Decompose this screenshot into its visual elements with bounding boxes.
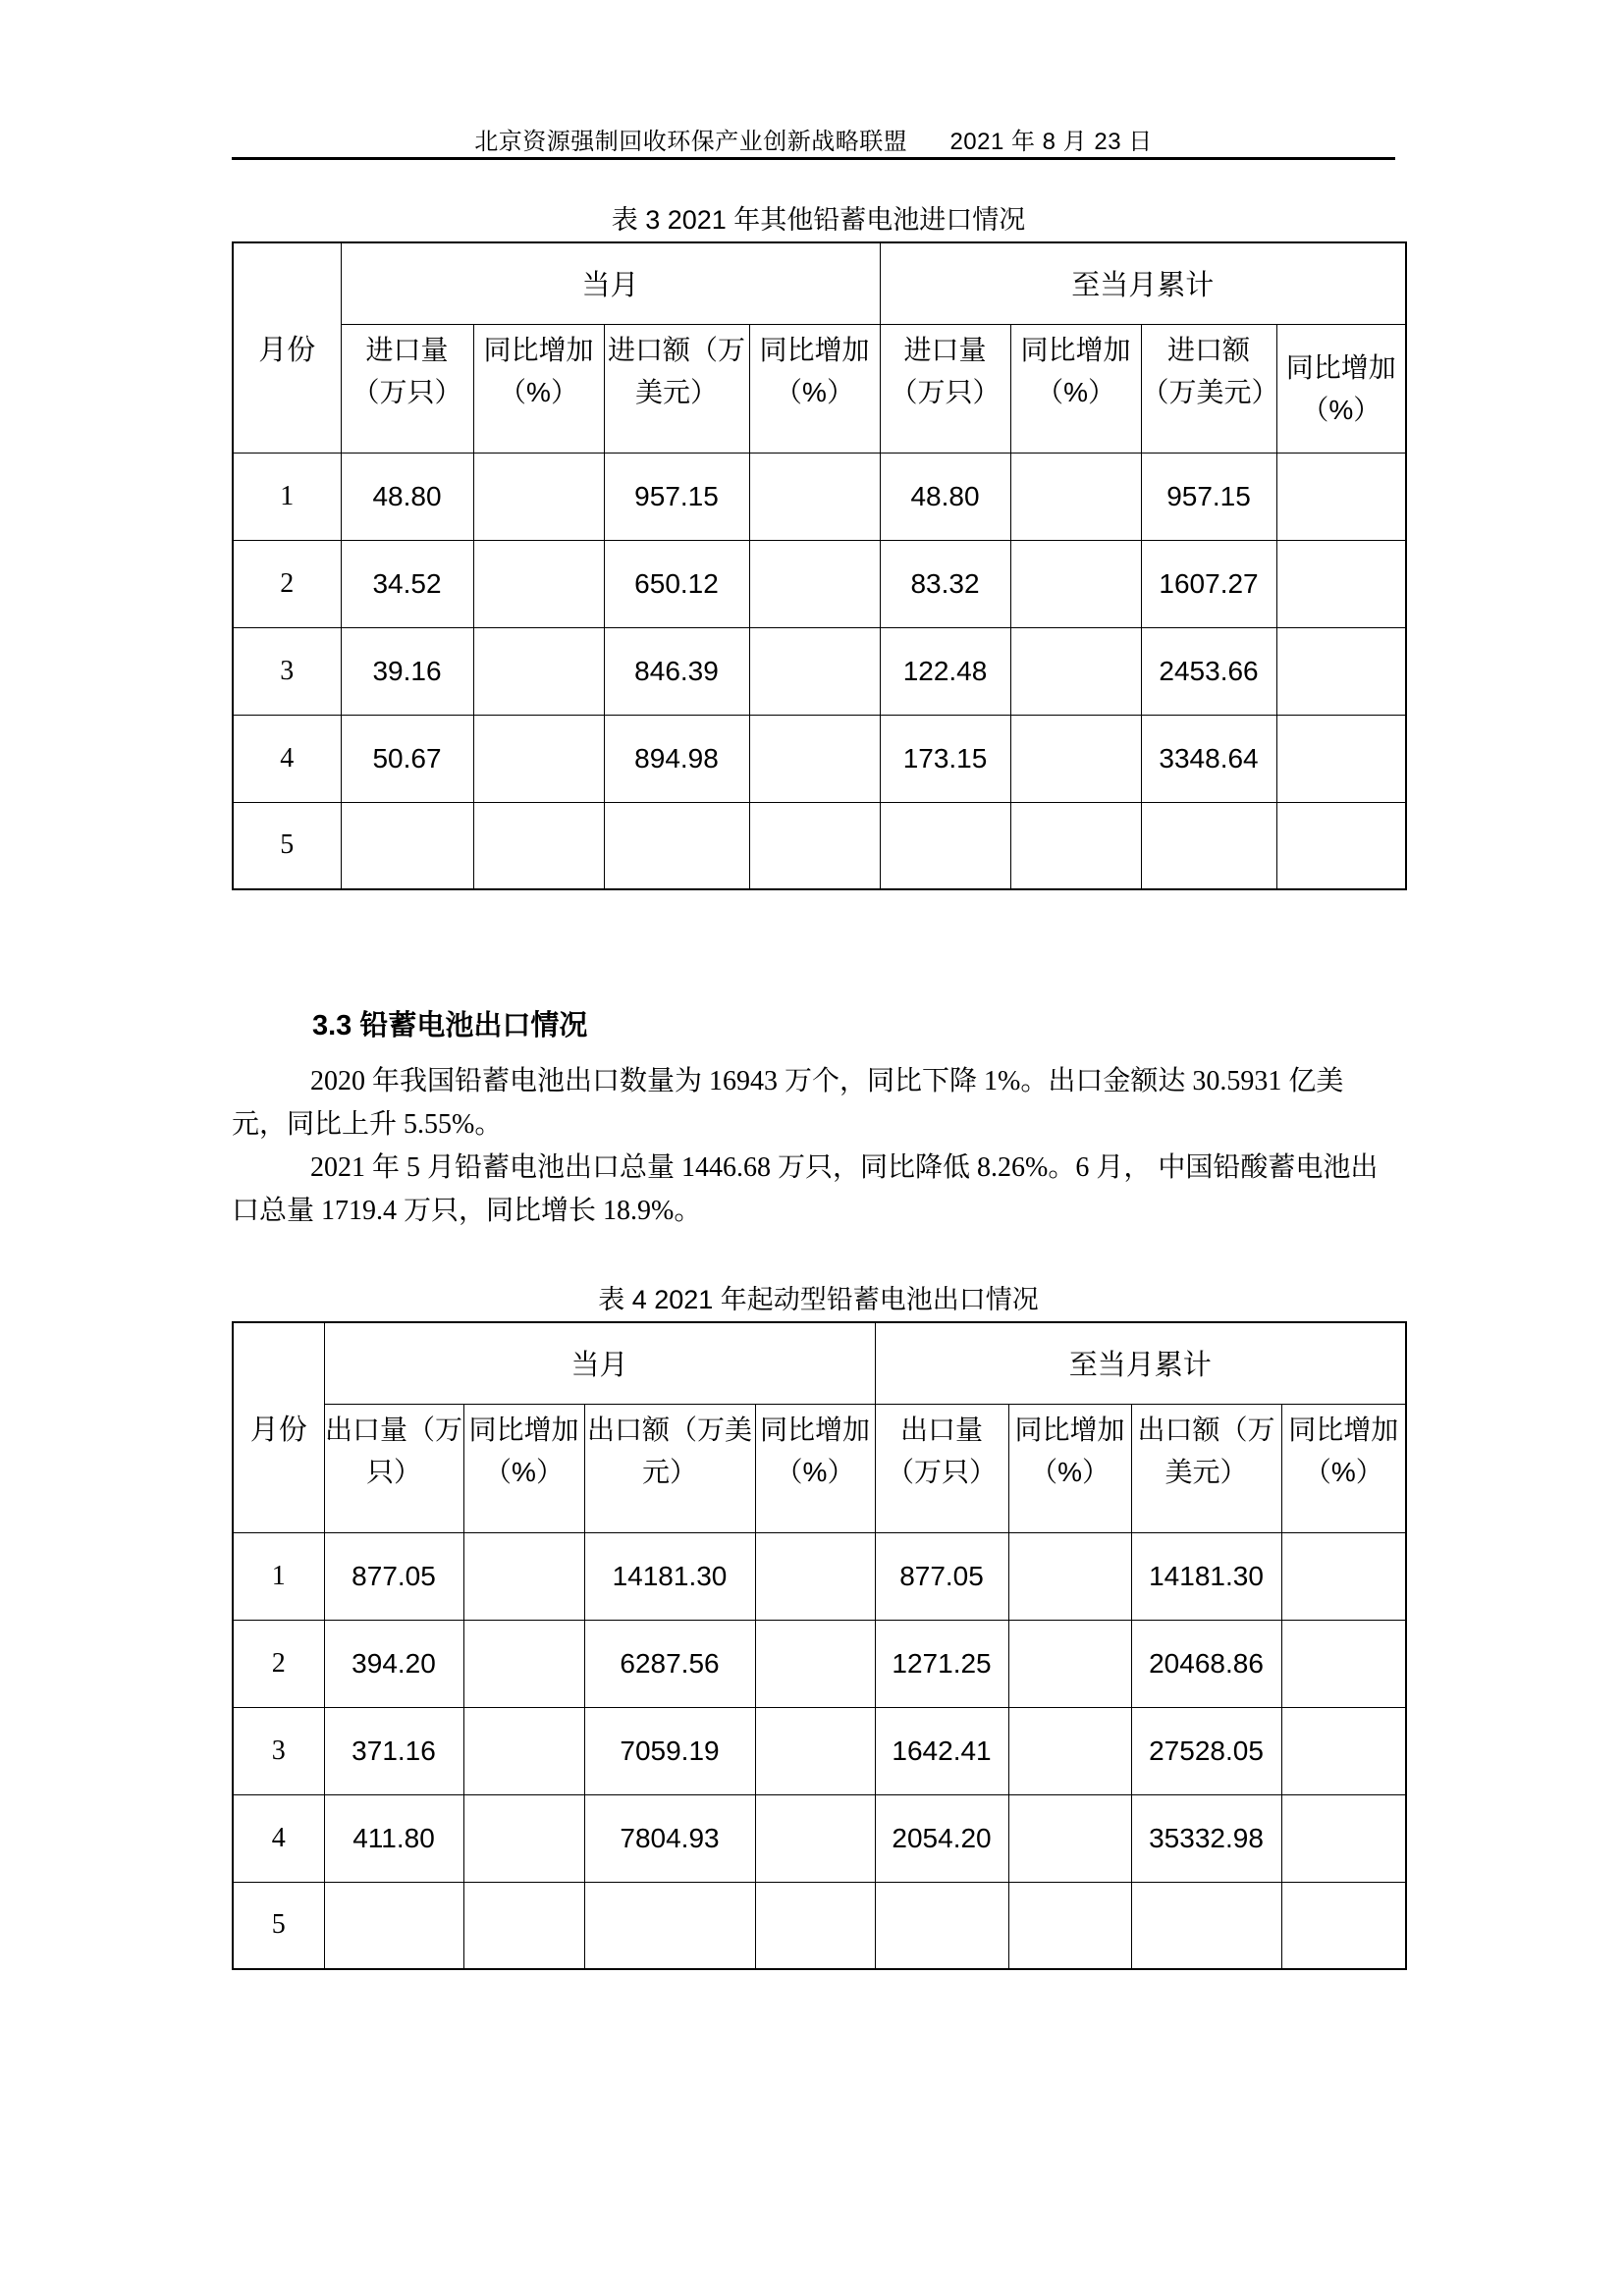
table4-cell-month: 5 (233, 1882, 324, 1969)
table3-cell-cum-amt-yoy (1276, 627, 1406, 715)
table3-cell-month: 4 (233, 715, 341, 802)
table4-cell-cum-amt: 14181.30 (1131, 1532, 1281, 1620)
table3-cell-qty: 39.16 (341, 627, 473, 715)
table3-cell-qty-yoy (473, 540, 604, 627)
table3-col-amt-yoy: 同比增加（%） (749, 324, 880, 453)
table4-col-amt: 出口额（万美元） (584, 1404, 755, 1532)
table4-cell-cum-qty-yoy (1008, 1882, 1131, 1969)
table4-cell-amt-yoy (755, 1794, 875, 1882)
table4-cell-qty-yoy (463, 1707, 584, 1794)
table4-caption: 表 4 2021 年起动型铅蓄电池出口情况 (598, 1285, 1039, 1314)
table3-col-qty: 进口量（万只） (341, 324, 473, 453)
table3-cell-amt: 894.98 (604, 715, 749, 802)
table3-col-cum-amt: 进口额（万美元） (1141, 324, 1276, 453)
table4-col-qty-yoy: 同比增加（%） (463, 1404, 584, 1532)
table3-cell-cum-qty (880, 802, 1010, 889)
table3-cell-amt-yoy (749, 715, 880, 802)
table4-cell-cum-qty: 877.05 (875, 1532, 1008, 1620)
table3-cell-cum-amt: 1607.27 (1141, 540, 1276, 627)
table3-cell-amt: 846.39 (604, 627, 749, 715)
table4-cell-month: 1 (233, 1532, 324, 1620)
table4-col-cum-amt: 出口额（万美元） (1131, 1404, 1281, 1532)
table4-cell-cum-amt: 35332.98 (1131, 1794, 1281, 1882)
table3-cell-amt-yoy (749, 540, 880, 627)
table4-col-cum-amt-yoy: 同比增加（%） (1281, 1404, 1406, 1532)
table4-cell-amt (584, 1882, 755, 1969)
table3-cell-month: 3 (233, 627, 341, 715)
table4-cell-cum-qty-yoy (1008, 1620, 1131, 1707)
table4-cell-qty-yoy (463, 1620, 584, 1707)
table3-cell-qty-yoy (473, 802, 604, 889)
table4-cell-cum-qty: 1271.25 (875, 1620, 1008, 1707)
table3-col-cum-amt-yoy: 同比增加（%） (1276, 324, 1406, 453)
table4-cell-amt: 7804.93 (584, 1794, 755, 1882)
table-row (233, 453, 1406, 540)
table4-cell-cum-amt: 20468.86 (1131, 1620, 1281, 1707)
table4-cell-cum-amt-yoy (1281, 1532, 1406, 1620)
table3-cell-qty: 48.80 (341, 453, 473, 540)
table3-cell-qty-yoy (473, 627, 604, 715)
table4-col-qty: 出口量（万只） (324, 1404, 463, 1532)
table4-cell-cum-qty-yoy (1008, 1707, 1131, 1794)
table4-cell-qty: 411.80 (324, 1794, 463, 1882)
table-row (233, 540, 1406, 627)
table4-cell-cum-amt-yoy (1281, 1882, 1406, 1969)
table3-cell-cum-amt: 957.15 (1141, 453, 1276, 540)
table4-col-amt-yoy: 同比增加（%） (755, 1404, 875, 1532)
table3-cell-month: 2 (233, 540, 341, 627)
table-row (233, 802, 1406, 889)
table4-cell-cum-qty: 1642.41 (875, 1707, 1008, 1794)
table3-cell-amt-yoy (749, 453, 880, 540)
table4-cell-cum-amt-yoy (1281, 1707, 1406, 1794)
table3-cell-cum-qty-yoy (1010, 540, 1141, 627)
table4-cell-qty-yoy (463, 1882, 584, 1969)
header-date: 2021 年 8 月 23 日 (949, 129, 1153, 155)
table4-cell-cum-amt (1131, 1882, 1281, 1969)
table3-cell-amt-yoy (749, 802, 880, 889)
table4-cell-cum-amt-yoy (1281, 1620, 1406, 1707)
table4-cell-cum-qty-yoy (1008, 1794, 1131, 1882)
table3-col-amt: 进口额（万美元） (604, 324, 749, 453)
table3-cell-cum-qty: 83.32 (880, 540, 1010, 627)
table3-cell-cum-qty: 173.15 (880, 715, 1010, 802)
table3-cell-amt-yoy (749, 627, 880, 715)
table3-cell-month: 1 (233, 453, 341, 540)
table3-col-cum-qty-yoy: 同比增加（%） (1010, 324, 1141, 453)
table3-column-headers (233, 324, 1406, 453)
table4-col-cum-qty: 出口量（万只） (875, 1404, 1008, 1532)
table3-cell-cum-amt-yoy (1276, 453, 1406, 540)
table3-cell-cum-amt (1141, 802, 1276, 889)
table3-cell-cum-amt-yoy (1276, 540, 1406, 627)
paragraph-2 (232, 1147, 1386, 1233)
table4-cell-month: 3 (233, 1707, 324, 1794)
table4-cell-month: 4 (233, 1794, 324, 1882)
table-row (233, 627, 1406, 715)
table4-group-cumulative: 至当月累计 (875, 1322, 1406, 1404)
header-text (232, 122, 1395, 156)
table3-month-header: 月份 (233, 242, 341, 453)
table4-cell-amt: 7059.19 (584, 1707, 755, 1794)
table4-cell-amt: 6287.56 (584, 1620, 755, 1707)
table4-cell-qty: 394.20 (324, 1620, 463, 1707)
table4-col-cum-qty-yoy: 同比增加（%） (1008, 1404, 1131, 1532)
table4-cell-qty-yoy (463, 1794, 584, 1882)
table3-cell-month: 5 (233, 802, 341, 889)
table3-cell-qty-yoy (473, 715, 604, 802)
table3-cell-qty: 34.52 (341, 540, 473, 627)
table3-group-current: 当月 (341, 242, 880, 324)
table4-cell-amt: 14181.30 (584, 1532, 755, 1620)
header-org: 北京资源强制回收环保产业创新战略联盟 (474, 129, 908, 155)
table4 (232, 1321, 1407, 1970)
table3-cell-cum-qty-yoy (1010, 802, 1141, 889)
table4-cell-month: 2 (233, 1620, 324, 1707)
table4-cell-cum-qty-yoy (1008, 1532, 1131, 1620)
table4-column-headers (233, 1404, 1406, 1532)
table3-cell-amt: 650.12 (604, 540, 749, 627)
paragraph-1-text: 2020 年我国铅蓄电池出口数量为 16943 万个，同比下降 1%。出口金额达 30.5931 亿美元，同比上升 5.55%。 (232, 1066, 1344, 1140)
table4-group-current: 当月 (324, 1322, 875, 1404)
table3-cell-cum-qty-yoy (1010, 627, 1141, 715)
table3-cell-qty: 50.67 (341, 715, 473, 802)
table4-cell-amt-yoy (755, 1532, 875, 1620)
table3-cell-qty (341, 802, 473, 889)
table3-cell-qty-yoy (473, 453, 604, 540)
page-header (232, 120, 1395, 160)
table4-month-header: 月份 (233, 1322, 324, 1532)
table3-cell-cum-amt: 2453.66 (1141, 627, 1276, 715)
table3-col-qty-yoy: 同比增加（%） (473, 324, 604, 453)
table3-group-cumulative: 至当月累计 (880, 242, 1406, 324)
table-row (233, 1882, 1406, 1969)
table3-cell-cum-qty: 122.48 (880, 627, 1010, 715)
paragraph-1 (232, 1060, 1386, 1147)
table4-cell-qty-yoy (463, 1532, 584, 1620)
table3-caption: 表 3 2021 年其他铅蓄电池进口情况 (611, 205, 1026, 235)
table4-cell-amt-yoy (755, 1707, 875, 1794)
table3-cell-cum-qty: 48.80 (880, 453, 1010, 540)
section-title: 3.3 铅蓄电池出口情况 (312, 1010, 588, 1041)
table3-cell-cum-qty-yoy (1010, 715, 1141, 802)
table3-cell-cum-amt-yoy (1276, 715, 1406, 802)
table4-cell-cum-amt: 27528.05 (1131, 1707, 1281, 1794)
table4-cell-qty (324, 1882, 463, 1969)
table4-cell-amt-yoy (755, 1620, 875, 1707)
table4-cell-qty: 877.05 (324, 1532, 463, 1620)
table3-col-cum-qty: 进口量（万只） (880, 324, 1010, 453)
table-row (233, 1707, 1406, 1794)
table3-cell-amt: 957.15 (604, 453, 749, 540)
table3-cell-amt (604, 802, 749, 889)
table3-cell-cum-amt: 3348.64 (1141, 715, 1276, 802)
table4-cell-cum-qty: 2054.20 (875, 1794, 1008, 1882)
table-row (233, 1620, 1406, 1707)
table3 (232, 241, 1407, 890)
paragraph-2-text: 2021 年 5 月铅蓄电池出口总量 1446.68 万只，同比降低 8.26%。6 月， 中国铅酸蓄电池出口总量 1719.4 万只，同比增长 18.9%。 (232, 1152, 1379, 1226)
table4-cell-amt-yoy (755, 1882, 875, 1969)
table-row (233, 1532, 1406, 1620)
table-row (233, 1794, 1406, 1882)
table4-cell-cum-qty (875, 1882, 1008, 1969)
table4-cell-qty: 371.16 (324, 1707, 463, 1794)
table3-cell-cum-amt-yoy (1276, 802, 1406, 889)
table-row (233, 715, 1406, 802)
table4-cell-cum-amt-yoy (1281, 1794, 1406, 1882)
table3-cell-cum-qty-yoy (1010, 453, 1141, 540)
